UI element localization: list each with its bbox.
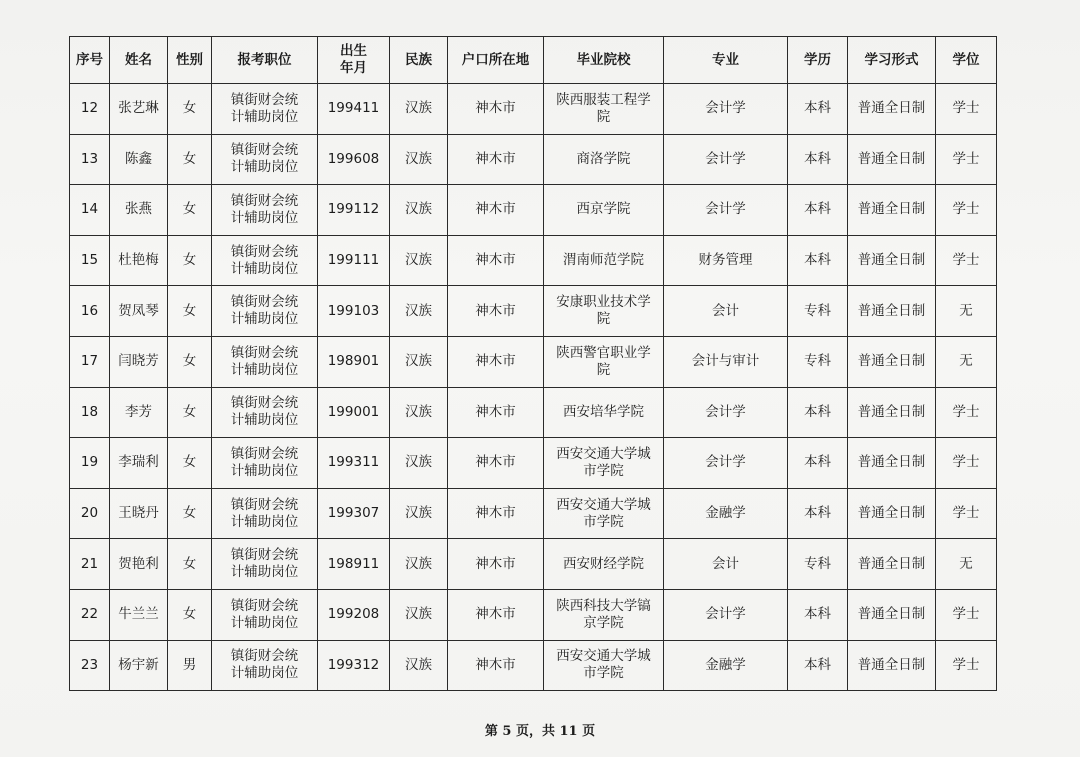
cell-birth: 199112 [318, 185, 390, 236]
cell-name: 张艺琳 [110, 84, 168, 135]
cell-study-mode: 普通全日制 [848, 134, 936, 185]
cell-study-mode: 普通全日制 [848, 387, 936, 438]
cell-position-text: 镇街财会统计辅助岗位 [230, 496, 299, 530]
header-position: 报考职位 [212, 37, 318, 84]
cell-birth: 199311 [318, 438, 390, 489]
table-row [70, 336, 997, 387]
cell-ethnicity: 汉族 [390, 235, 448, 286]
cell-education: 本科 [788, 185, 848, 236]
cell-no: 16 [70, 286, 110, 337]
table-row [70, 539, 997, 590]
cell-degree: 无 [936, 539, 997, 590]
cell-study-mode: 普通全日制 [848, 185, 936, 236]
cell-gender: 女 [168, 488, 212, 539]
cell-school-text: 西京学院 [576, 201, 631, 218]
cell-degree: 学士 [936, 438, 997, 489]
cell-school-text: 渭南师范学院 [563, 252, 644, 269]
cell-major: 会计 [664, 539, 788, 590]
header-education: 学历 [788, 37, 848, 84]
cell-school [544, 438, 664, 489]
cell-birth: 199608 [318, 134, 390, 185]
table-row [70, 235, 997, 286]
cell-hukou: 神木市 [448, 488, 544, 539]
cell-school [544, 134, 664, 185]
cell-no: 15 [70, 235, 110, 286]
cell-position [212, 387, 318, 438]
cell-study-mode: 普通全日制 [848, 84, 936, 135]
cell-major: 金融学 [664, 640, 788, 691]
cell-birth: 199307 [318, 488, 390, 539]
cell-major: 会计学 [664, 185, 788, 236]
cell-school-text: 陕西服装工程学院 [556, 91, 651, 125]
cell-position-text: 镇街财会统计辅助岗位 [230, 142, 299, 176]
cell-education: 本科 [788, 134, 848, 185]
cell-name: 李瑞利 [110, 438, 168, 489]
header-school: 毕业院校 [544, 37, 664, 84]
cell-hukou: 神木市 [448, 438, 544, 489]
cell-birth: 198901 [318, 336, 390, 387]
cell-school-text: 西安培华学院 [563, 403, 644, 420]
cell-education: 本科 [788, 84, 848, 135]
cell-position [212, 84, 318, 135]
cell-gender: 女 [168, 539, 212, 590]
cell-study-mode: 普通全日制 [848, 488, 936, 539]
table-row [70, 488, 997, 539]
cell-hukou: 神木市 [448, 640, 544, 691]
table-row [70, 589, 997, 640]
cell-name: 杜艳梅 [110, 235, 168, 286]
table-row [70, 640, 997, 691]
cell-hukou: 神木市 [448, 185, 544, 236]
cell-position-text: 镇街财会统计辅助岗位 [230, 294, 299, 328]
cell-birth: 199103 [318, 286, 390, 337]
cell-position-text: 镇街财会统计辅助岗位 [230, 91, 299, 125]
cell-degree: 学士 [936, 84, 997, 135]
cell-name: 牛兰兰 [110, 589, 168, 640]
cell-major: 会计学 [664, 387, 788, 438]
cell-name: 张燕 [110, 185, 168, 236]
cell-school-text: 西安交通大学城市学院 [556, 445, 651, 479]
cell-school-text: 商洛学院 [576, 150, 631, 167]
cell-degree: 学士 [936, 134, 997, 185]
cell-gender: 女 [168, 589, 212, 640]
cell-hukou: 神木市 [448, 235, 544, 286]
cell-gender: 女 [168, 185, 212, 236]
cell-study-mode: 普通全日制 [848, 640, 936, 691]
cell-hukou: 神木市 [448, 286, 544, 337]
header-birth-label: 出生年月 [340, 43, 367, 76]
cell-degree: 学士 [936, 387, 997, 438]
cell-position [212, 134, 318, 185]
cell-study-mode: 普通全日制 [848, 336, 936, 387]
header-gender: 性别 [168, 37, 212, 84]
table-row [70, 438, 997, 489]
cell-degree: 学士 [936, 589, 997, 640]
cell-no: 23 [70, 640, 110, 691]
cell-no: 22 [70, 589, 110, 640]
cell-hukou: 神木市 [448, 539, 544, 590]
cell-education: 专科 [788, 336, 848, 387]
cell-birth: 199111 [318, 235, 390, 286]
cell-ethnicity: 汉族 [390, 539, 448, 590]
cell-school-text: 西安交通大学城市学院 [556, 496, 651, 530]
cell-study-mode: 普通全日制 [848, 286, 936, 337]
cell-school [544, 640, 664, 691]
cell-degree: 学士 [936, 185, 997, 236]
table-row [70, 134, 997, 185]
cell-school [544, 185, 664, 236]
cell-study-mode: 普通全日制 [848, 235, 936, 286]
table-row [70, 84, 997, 135]
cell-major: 财务管理 [664, 235, 788, 286]
cell-name: 陈鑫 [110, 134, 168, 185]
cell-ethnicity: 汉族 [390, 488, 448, 539]
cell-study-mode: 普通全日制 [848, 539, 936, 590]
cell-school [544, 387, 664, 438]
table-row [70, 286, 997, 337]
cell-no: 21 [70, 539, 110, 590]
header-birth [318, 37, 390, 84]
cell-school [544, 336, 664, 387]
cell-birth: 198911 [318, 539, 390, 590]
applicant-table [69, 36, 997, 691]
cell-education: 专科 [788, 539, 848, 590]
cell-degree: 无 [936, 336, 997, 387]
cell-major: 金融学 [664, 488, 788, 539]
cell-position [212, 438, 318, 489]
cell-degree: 学士 [936, 640, 997, 691]
cell-major: 会计学 [664, 438, 788, 489]
cell-ethnicity: 汉族 [390, 134, 448, 185]
cell-no: 13 [70, 134, 110, 185]
cell-education: 本科 [788, 387, 848, 438]
cell-school-text: 安康职业技术学院 [556, 294, 651, 328]
cell-education: 本科 [788, 640, 848, 691]
cell-degree: 学士 [936, 488, 997, 539]
cell-hukou: 神木市 [448, 84, 544, 135]
cell-school-text: 西安交通大学城市学院 [556, 648, 651, 682]
cell-study-mode: 普通全日制 [848, 589, 936, 640]
cell-education: 本科 [788, 589, 848, 640]
cell-school [544, 539, 664, 590]
cell-position [212, 539, 318, 590]
cell-ethnicity: 汉族 [390, 387, 448, 438]
cell-education: 专科 [788, 286, 848, 337]
cell-gender: 男 [168, 640, 212, 691]
cell-position [212, 185, 318, 236]
cell-school [544, 235, 664, 286]
cell-birth: 199208 [318, 589, 390, 640]
cell-school [544, 488, 664, 539]
header-hukou: 户口所在地 [448, 37, 544, 84]
cell-ethnicity: 汉族 [390, 336, 448, 387]
cell-gender: 女 [168, 235, 212, 286]
cell-hukou: 神木市 [448, 134, 544, 185]
cell-ethnicity: 汉族 [390, 84, 448, 135]
cell-no: 20 [70, 488, 110, 539]
cell-no: 14 [70, 185, 110, 236]
cell-position-text: 镇街财会统计辅助岗位 [230, 597, 299, 631]
cell-ethnicity: 汉族 [390, 640, 448, 691]
cell-position [212, 488, 318, 539]
header-name: 姓名 [110, 37, 168, 84]
cell-position-text: 镇街财会统计辅助岗位 [230, 648, 299, 682]
cell-name: 杨宇新 [110, 640, 168, 691]
page-footer: 第 5 页，共 11 页 [484, 724, 596, 739]
table-body [70, 84, 997, 691]
cell-gender: 女 [168, 286, 212, 337]
cell-major: 会计学 [664, 134, 788, 185]
cell-hukou: 神木市 [448, 336, 544, 387]
cell-position-text: 镇街财会统计辅助岗位 [230, 192, 299, 226]
cell-ethnicity: 汉族 [390, 185, 448, 236]
cell-degree: 无 [936, 286, 997, 337]
cell-position-text: 镇街财会统计辅助岗位 [230, 243, 299, 277]
cell-school-text: 西安财经学院 [563, 555, 644, 572]
header-no: 序号 [70, 37, 110, 84]
cell-gender: 女 [168, 84, 212, 135]
cell-education: 本科 [788, 488, 848, 539]
cell-no: 18 [70, 387, 110, 438]
header-study-mode: 学习形式 [848, 37, 936, 84]
cell-major: 会计学 [664, 589, 788, 640]
cell-no: 12 [70, 84, 110, 135]
cell-no: 17 [70, 336, 110, 387]
cell-major: 会计学 [664, 84, 788, 135]
cell-position [212, 235, 318, 286]
cell-name: 贺艳利 [110, 539, 168, 590]
cell-gender: 女 [168, 336, 212, 387]
header-major: 专业 [664, 37, 788, 84]
header-degree: 学位 [936, 37, 997, 84]
cell-name: 闫晓芳 [110, 336, 168, 387]
cell-major: 会计 [664, 286, 788, 337]
cell-school [544, 84, 664, 135]
table-row [70, 387, 997, 438]
cell-education: 本科 [788, 235, 848, 286]
cell-position-text: 镇街财会统计辅助岗位 [230, 395, 299, 429]
header-ethnicity: 民族 [390, 37, 448, 84]
cell-ethnicity: 汉族 [390, 589, 448, 640]
cell-name: 李芳 [110, 387, 168, 438]
cell-degree: 学士 [936, 235, 997, 286]
cell-position-text: 镇街财会统计辅助岗位 [230, 547, 299, 581]
cell-school-text: 陕西科技大学镐京学院 [556, 597, 651, 631]
cell-hukou: 神木市 [448, 387, 544, 438]
cell-school [544, 589, 664, 640]
cell-hukou: 神木市 [448, 589, 544, 640]
cell-major: 会计与审计 [664, 336, 788, 387]
cell-study-mode: 普通全日制 [848, 438, 936, 489]
cell-position-text: 镇街财会统计辅助岗位 [230, 344, 299, 378]
cell-position [212, 336, 318, 387]
cell-school [544, 286, 664, 337]
cell-position [212, 589, 318, 640]
cell-education: 本科 [788, 438, 848, 489]
cell-birth: 199001 [318, 387, 390, 438]
cell-gender: 女 [168, 438, 212, 489]
cell-no: 19 [70, 438, 110, 489]
table-header-row [70, 37, 997, 84]
cell-name: 王晓丹 [110, 488, 168, 539]
cell-position [212, 286, 318, 337]
cell-birth: 199411 [318, 84, 390, 135]
cell-ethnicity: 汉族 [390, 438, 448, 489]
cell-name: 贺凤琴 [110, 286, 168, 337]
cell-gender: 女 [168, 134, 212, 185]
cell-gender: 女 [168, 387, 212, 438]
cell-ethnicity: 汉族 [390, 286, 448, 337]
cell-position [212, 640, 318, 691]
cell-school-text: 陕西警官职业学院 [556, 344, 651, 378]
table-row [70, 185, 997, 236]
cell-birth: 199312 [318, 640, 390, 691]
cell-position-text: 镇街财会统计辅助岗位 [230, 445, 299, 479]
